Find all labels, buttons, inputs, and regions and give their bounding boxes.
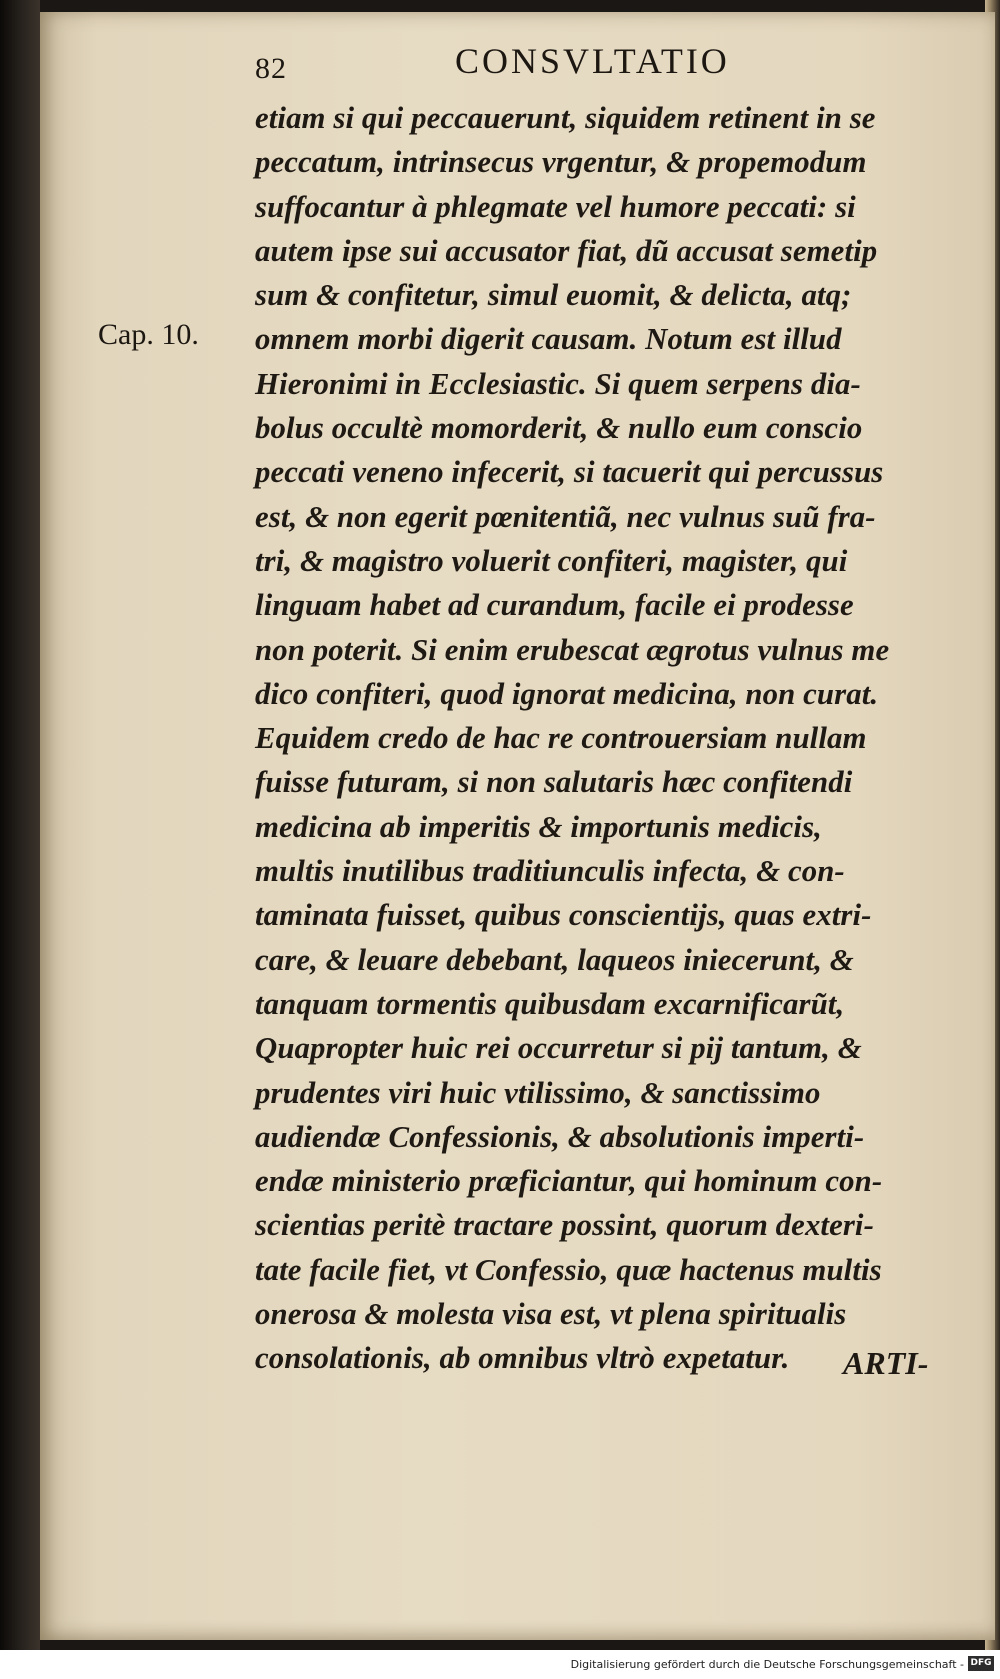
text-line: medicina ab imperitis & importunis medicis, — [255, 808, 822, 844]
text-line: est, & non egerit pœnitentiã, nec vulnus suũ fra- — [255, 498, 876, 534]
funding-credit: Digitalisierung gefördert durch die Deutsche Forschungsgemeinschaft - — [570, 1658, 964, 1671]
text-line: suffocantur à phlegmate vel humore peccati: si — [255, 188, 856, 224]
book-binding — [0, 0, 40, 1650]
text-line: tanquam tormentis quibusdam excarnificarũt, — [255, 985, 845, 1021]
text-line: endæ ministerio præficiantur, qui hominum con- — [255, 1163, 883, 1199]
text-line: sum & confitetur, simul euomit, & delicta, atq; — [255, 277, 852, 313]
text-line: dico confiteri, quod ignorat medicina, non curat. — [255, 675, 879, 711]
text-line: audiendæ Confessionis, & absolutionis imperti- — [255, 1118, 865, 1154]
text-line: peccatum, intrinsecus vrgentur, & propemodum — [255, 144, 867, 180]
text-line: tate facile fiet, vt Confessio, quæ hactenus multis — [255, 1251, 882, 1287]
text-line: consolationis, ab omnibus vltrò expetatur. — [255, 1340, 790, 1376]
text-line: non poterit. Si enim erubescat ægrotus vulnus me — [255, 631, 890, 667]
text-line: bolus occultè momorderit, & nullo eum conscio — [255, 410, 863, 446]
text-line: multis inutilibus traditiunculis infecta, & con- — [255, 853, 845, 889]
text-line: care, & leuare debebant, laqueos iniecerunt, & — [255, 941, 854, 977]
text-line: Equidem credo de hac re controuersiam nullam — [255, 720, 867, 756]
text-line: prudentes viri huic vtilissimo, & sanctissimo — [255, 1074, 821, 1110]
text-line: Hieronimi in Ecclesiastic. Si quem serpens dia- — [255, 365, 861, 401]
footer — [0, 1650, 1000, 1679]
text-line: taminata fuisset, quibus conscientijs, quas extri- — [255, 897, 872, 933]
text-line: linguam habet ad curandum, facile ei prodesse — [255, 587, 854, 623]
text-line: etiam si qui peccauerunt, siquidem retinent in se — [255, 100, 876, 135]
text-line: tri, & magistro voluerit confiteri, magister, qui — [255, 542, 848, 578]
dfg-logo: DFG — [968, 1656, 994, 1671]
catchword: ARTI- — [843, 1345, 929, 1381]
text-line: autem ipse sui accusator fiat, dũ accusat semetip — [255, 232, 878, 268]
page-header — [255, 40, 915, 90]
page-number: 82 — [255, 52, 287, 85]
running-head: CONSVLTATIO — [455, 41, 730, 81]
text-line: onerosa & molesta visa est, vt plena spiritualis — [255, 1296, 847, 1332]
text-line: omnem morbi digerit causam. Notum est illud — [255, 321, 842, 357]
body-text — [255, 96, 975, 1381]
text-line: Quapropter huic rei occurretur si pij tantum, & — [255, 1030, 862, 1066]
text-line: scientias peritè tractare possint, quorum dexteri- — [255, 1207, 874, 1243]
text-line: fuisse futuram, si non salutaris hæc confitendi — [255, 764, 853, 800]
text-line: peccati veneno infecerit, si tacuerit qui percussus — [255, 454, 884, 490]
margin-note: Cap. 10. — [98, 318, 199, 351]
